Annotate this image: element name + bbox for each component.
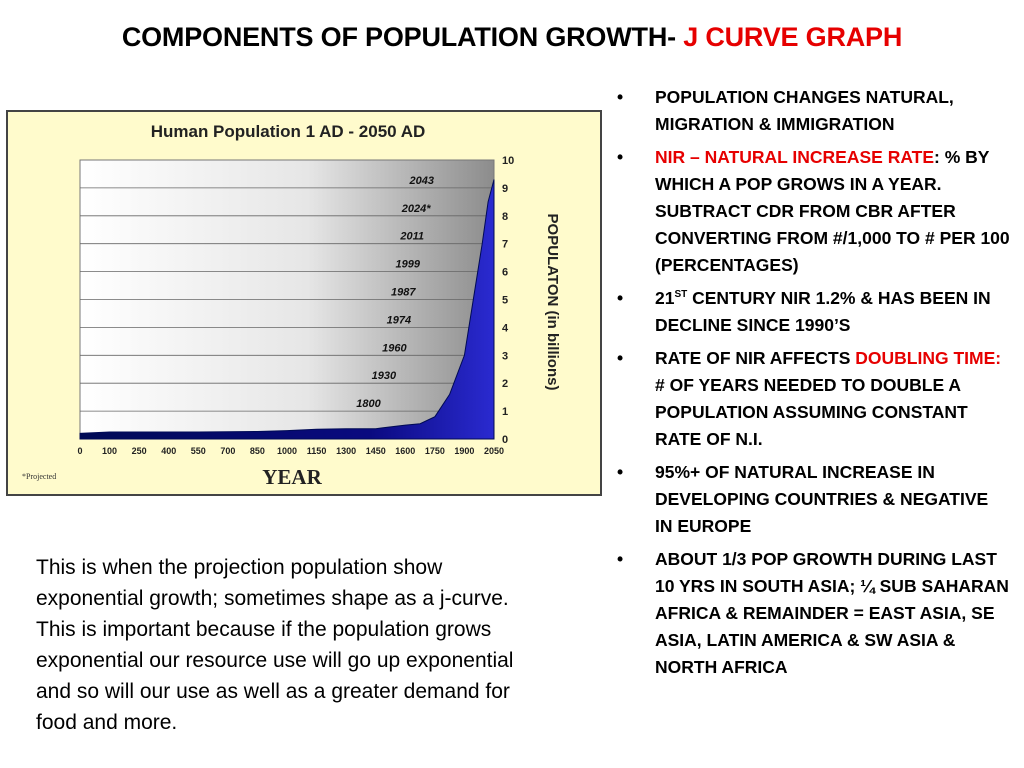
x-tick-label: 2050 — [483, 446, 505, 456]
x-tick-label: 0 — [77, 446, 83, 456]
caption-paragraph: This is when the projection population show exponential growth; sometimes shape as a j-curve. This is important because if the population grows exponential our resource use will go up exponential and so will our use as well as a greater demand for food and more. — [36, 556, 514, 734]
milestone-label: 1930 — [371, 370, 397, 383]
milestone-label: 1800 — [356, 398, 381, 411]
title-main: COMPONENTS OF POPULATION GROWTH- — [121, 22, 684, 52]
milestone-label: 1987 — [391, 286, 416, 299]
x-tick-label: 1450 — [365, 446, 386, 456]
x-tick-label: 700 — [220, 446, 236, 456]
milestone-label: 1999 — [395, 258, 420, 271]
bullet-text: POPULATION CHANGES NATURAL, MIGRATION & IMMIGRATION — [655, 87, 954, 134]
chart-svg — [8, 112, 600, 494]
y-tick-label: 2 — [502, 378, 509, 391]
y-tick-label: 10 — [502, 155, 515, 167]
bullet-text: 95%+ OF NATURAL INCREASE IN DEVELOPING COUNTRIES & NEGATIVE IN EUROPE — [655, 462, 989, 536]
chart-title: Human Population 1 AD - 2050 AD — [150, 122, 426, 141]
x-tick-label: 1750 — [424, 446, 445, 456]
chart-x-label: YEAR — [262, 465, 322, 489]
x-tick-label: 1300 — [336, 446, 357, 456]
chart-y-label: POPULATON (in billions) — [544, 213, 561, 391]
bullet-item — [614, 459, 1010, 540]
y-tick-label: 7 — [502, 238, 509, 251]
bullet-item — [614, 546, 1010, 681]
x-tick-label: 1600 — [395, 446, 416, 456]
x-tick-label: 1900 — [454, 446, 475, 456]
y-tick-label: 9 — [502, 182, 509, 195]
y-tick-label: 0 — [502, 434, 509, 446]
bullet-sup: ST — [674, 289, 688, 301]
x-tick-label: 850 — [249, 446, 265, 456]
y-tick-label: 3 — [502, 350, 509, 363]
milestone-label: 2011 — [400, 230, 424, 243]
milestone-label: 2024* — [401, 202, 431, 215]
y-tick-label: 5 — [502, 294, 509, 307]
x-tick-label: 550 — [190, 446, 206, 456]
bullet-text: CENTURY NIR 1.2% & HAS BEEN IN DECLINE SINCE 1990’S — [655, 288, 991, 335]
x-tick-label: 400 — [161, 446, 177, 456]
x-tick-label: 100 — [102, 446, 118, 456]
x-tick-label: 1000 — [276, 446, 298, 456]
x-tick-label: 1150 — [306, 446, 327, 456]
bullet-item — [614, 84, 1010, 138]
bullet-pre: RATE OF NIR AFFECTS — [655, 348, 856, 368]
bullet-list — [614, 84, 1010, 687]
bullet-red: NIR – NATURAL INCREASE RATE — [655, 147, 935, 167]
bullet-red: DOUBLING TIME: — [855, 348, 1002, 368]
x-tick-label: 250 — [131, 446, 147, 456]
bullet-text: # OF YEARS NEEDED TO DOUBLE A POPULATION ASSUMING CONSTANT RATE OF N.I. — [655, 375, 968, 449]
bullet-item — [614, 285, 1010, 339]
bullet-item — [614, 144, 1010, 279]
milestone-label: 1974 — [386, 314, 412, 327]
title-accent: J CURVE GRAPH — [683, 22, 903, 52]
y-tick-label: 1 — [502, 406, 509, 419]
bullet-item — [614, 345, 1010, 453]
population-chart — [6, 110, 602, 496]
chart-note: *Projected — [22, 472, 57, 481]
bullet-pre: 21 — [655, 288, 675, 308]
bullet-text: ABOUT 1/3 POP GROWTH DURING LAST 10 YRS IN SOUTH ASIA; ¼ SUB SAHARAN AFRICA & REMAINDER = EAST ASIA, SE ASIA, LATIN AMERICA & SW ASIA & NORTH AFRICA — [655, 549, 1009, 677]
slide-title — [0, 22, 1024, 53]
milestone-label: 2043 — [409, 174, 435, 187]
y-tick-label: 4 — [502, 322, 509, 335]
y-tick-label: 8 — [502, 210, 509, 223]
y-tick-label: 6 — [502, 266, 509, 279]
bullet-text: : % BY WHICH A POP GROWS IN A YEAR. SUBTRACT CDR FROM CBR AFTER CONVERTING FROM #/1,000 TO # PER 100 (PERCENTAGES) — [655, 147, 1010, 275]
milestone-label: 1960 — [382, 342, 407, 355]
